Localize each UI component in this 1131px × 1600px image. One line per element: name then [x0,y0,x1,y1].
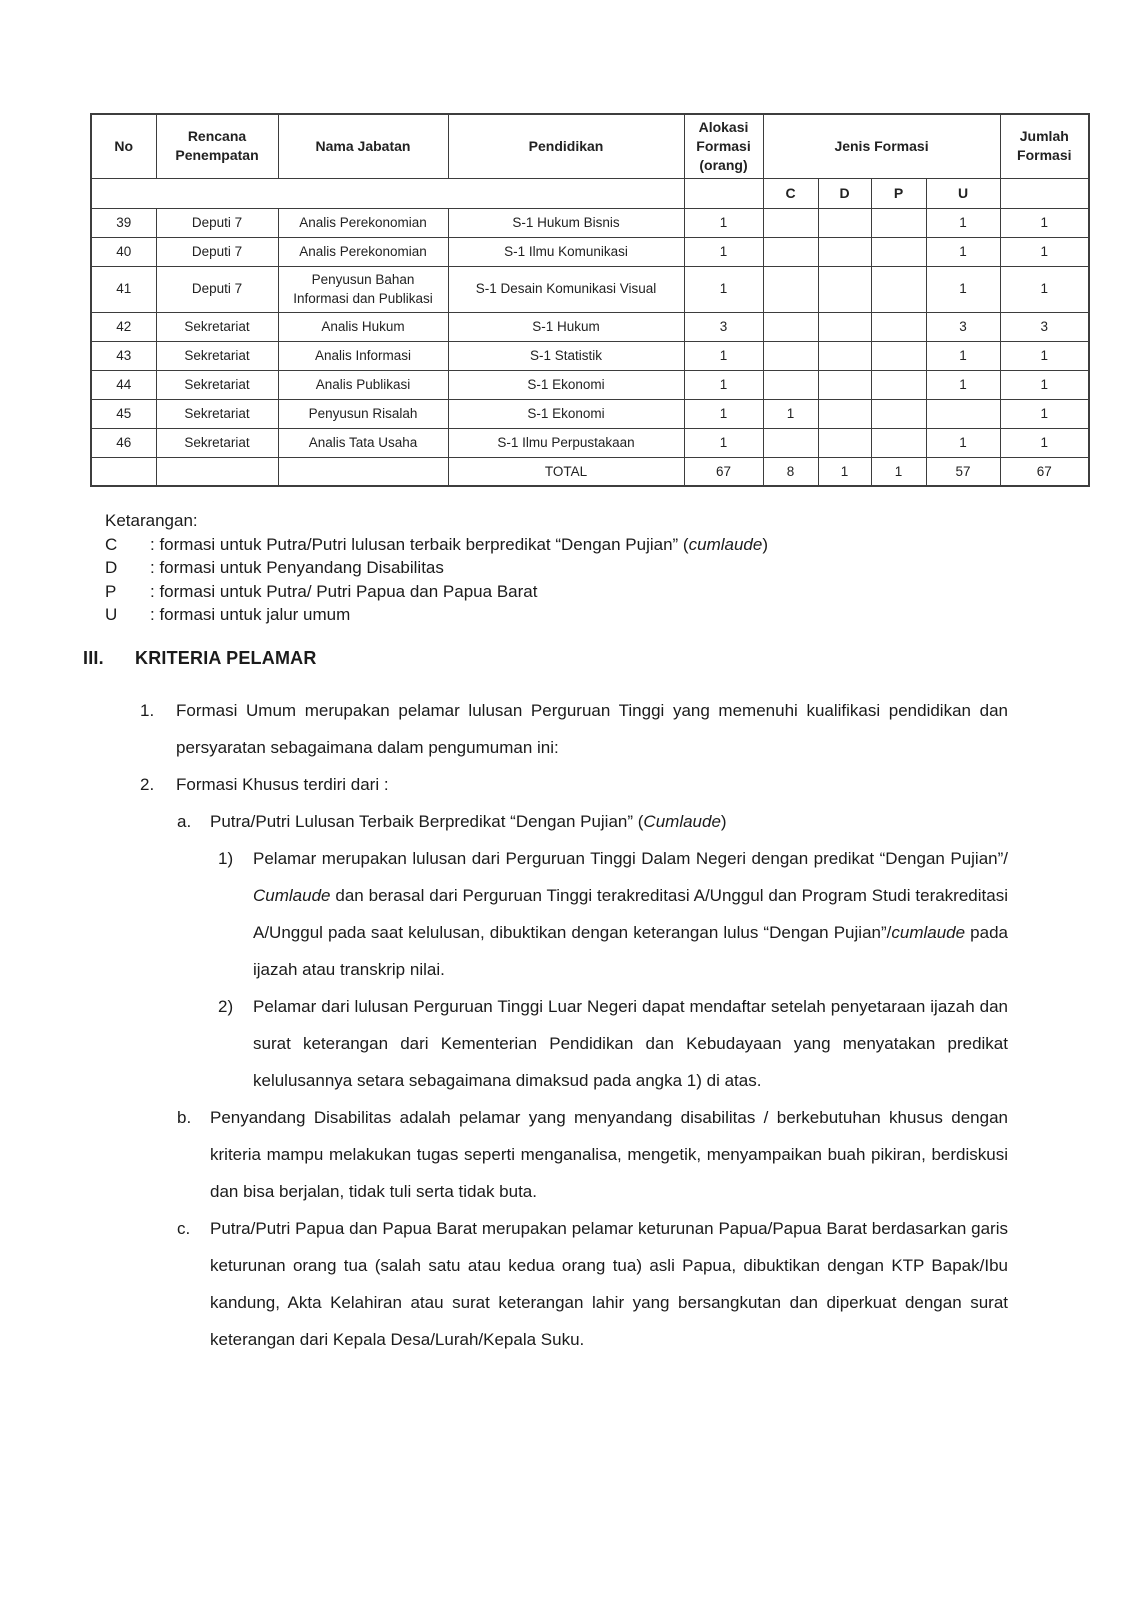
cell-p [871,341,926,370]
col-header-jumlah: Jumlah Formasi [1000,114,1089,178]
cell-total-jumlah: 67 [1000,457,1089,486]
cell-total-label: TOTAL [448,457,684,486]
cell-pendidikan: S-1 Hukum [448,312,684,341]
cell-jabatan: Analis Publikasi [278,370,448,399]
formation-table [90,113,1090,487]
cell-pendidikan: S-1 Hukum Bisnis [448,208,684,237]
note-key: P [105,581,117,601]
col-header-jabatan: Nama Jabatan [278,114,448,178]
cell-jabatan: Penyusun Risalah [278,399,448,428]
cell-penempatan: Sekretariat [156,312,278,341]
cell-penempatan: Deputi 7 [156,237,278,266]
list-item-2 [0,766,1131,803]
cell-no: 46 [91,428,156,457]
cell-total-c: 8 [763,457,818,486]
cell-empty [278,457,448,486]
cell-pendidikan: S-1 Ekonomi [448,370,684,399]
list-item-2b [0,1099,1131,1210]
cell-u: 1 [926,428,1000,457]
list-item-2c [0,1210,1131,1358]
section-heading [83,648,317,669]
table-row [91,266,1089,312]
cell-d [818,237,871,266]
criteria-list [0,692,1131,1358]
list-text: Pelamar merupakan lulusan dari Perguruan Tinggi Dalam Negeri dengan predikat “Dengan Pujian”/ Cumlaude dan berasal dari Perguruan Tinggi terakreditasi A/Unggul dan Program Studi terakreditasi A/Unggul pada saat kelulusan, dibuktikan dengan keterangan lulus “Dengan Pujian”/cumlaude pada ijazah atau transkrip nilai. [253,849,1008,979]
cell-p [871,370,926,399]
cell-jabatan: Penyusun Bahan Informasi dan Publikasi [278,266,448,312]
cell-d [818,208,871,237]
cell-c [763,237,818,266]
cell-u [926,399,1000,428]
cell-pendidikan: S-1 Ilmu Perpustakaan [448,428,684,457]
cell-penempatan: Sekretariat [156,428,278,457]
col-header-alokasi: Alokasi Formasi (orang) [684,114,763,178]
cell-u: 3 [926,312,1000,341]
cell-jumlah: 1 [1000,266,1089,312]
list-marker: 2. [140,775,155,794]
cell-jabatan: Analis Informasi [278,341,448,370]
cell-total-p: 1 [871,457,926,486]
list-marker: c. [177,1219,191,1238]
cell-alokasi: 1 [684,399,763,428]
table-row [91,399,1089,428]
cell-penempatan: Deputi 7 [156,208,278,237]
cell-alokasi: 1 [684,266,763,312]
note-item-p [105,580,1035,604]
list-marker: b. [177,1108,192,1127]
notes-legend [105,509,1035,627]
section-title: KRITERIA PELAMAR [135,648,317,668]
cell-penempatan: Sekretariat [156,370,278,399]
cell-jumlah: 3 [1000,312,1089,341]
cell-penempatan: Sekretariat [156,341,278,370]
cell-alokasi: 1 [684,428,763,457]
table-subheader-row [91,178,1089,208]
cell-u: 1 [926,341,1000,370]
cell-no: 45 [91,399,156,428]
formation-table-container [90,113,1090,487]
cell-jabatan: Analis Perekonomian [278,208,448,237]
col-header-penempatan: Rencana Penempatan [156,114,278,178]
list-marker: 1. [140,701,155,720]
cell-no: 44 [91,370,156,399]
cell-c [763,266,818,312]
note-key: D [105,558,118,577]
cell-total-alokasi: 67 [684,457,763,486]
section-number: III. [83,648,104,668]
table-total-row [91,457,1089,486]
cell-alokasi: 1 [684,341,763,370]
cell-alokasi: 1 [684,237,763,266]
cell-c: 1 [763,399,818,428]
cell-jumlah: 1 [1000,237,1089,266]
list-item-1 [0,692,1131,766]
cell-d [818,341,871,370]
cell-p [871,399,926,428]
cell-jumlah: 1 [1000,370,1089,399]
list-item-2a [0,803,1131,840]
note-text: : formasi untuk jalur umum [150,605,351,624]
cell-penempatan: Sekretariat [156,399,278,428]
cell-p [871,428,926,457]
note-item-u [105,603,1035,627]
cell-p [871,208,926,237]
list-text: Pelamar dari lulusan Perguruan Tinggi Luar Negeri dapat mendaftar setelah penyetaraan ijazah dan surat keterangan dari Kementerian Pendidikan dan Kebudayaan yang menyatakan predikat kelulusannya setara sebagaimana dimaksud pada angka 1) di atas. [253,997,1008,1090]
cell-pendidikan: S-1 Ekonomi [448,399,684,428]
cell-total-u: 57 [926,457,1000,486]
cell-u: 1 [926,208,1000,237]
cell-pendidikan: S-1 Desain Komunikasi Visual [448,266,684,312]
cell-alokasi: 1 [684,208,763,237]
cell-d [818,428,871,457]
col-header-no: No [91,114,156,178]
cell-no: 41 [91,266,156,312]
table-row [91,428,1089,457]
cell-u: 1 [926,370,1000,399]
cell-empty [156,457,278,486]
cell-jumlah: 1 [1000,428,1089,457]
cell-pendidikan: S-1 Statistik [448,341,684,370]
note-text: : formasi untuk Putra/ Putri Papua dan Papua Barat [150,581,538,601]
cell-jumlah: 1 [1000,208,1089,237]
list-text: Penyandang Disabilitas adalah pelamar yang menyandang disabilitas / berkebutuhan khusus dengan kriteria mampu melakukan tugas seperti menganalisa, mengetik, menyampaikan buah pikiran, berdiskusi dan bisa berjalan, tidak tuli serta tidak buta. [210,1108,1008,1201]
list-text: Formasi Khusus terdiri dari : [176,775,389,794]
cell-total-d: 1 [818,457,871,486]
subheader-empty-left [91,178,684,208]
cell-jabatan: Analis Tata Usaha [278,428,448,457]
cell-u: 1 [926,266,1000,312]
cell-no: 39 [91,208,156,237]
cell-no: 40 [91,237,156,266]
note-text: : formasi untuk Penyandang Disabilitas [150,558,444,577]
cell-c [763,341,818,370]
notes-title: Ketarangan: [105,511,198,530]
cell-u: 1 [926,237,1000,266]
cell-jumlah: 1 [1000,399,1089,428]
subheader-empty-alokasi [684,178,763,208]
note-key: U [105,605,118,624]
cell-c [763,370,818,399]
cell-penempatan: Deputi 7 [156,266,278,312]
list-item-2a2 [0,988,1131,1099]
cell-d [818,312,871,341]
list-text: Formasi Umum merupakan pelamar lulusan Perguruan Tinggi yang memenuhi kualifikasi pendidikan dan persyaratan sebagaimana dalam pengumuman ini: [176,701,1008,757]
table-row [91,208,1089,237]
cell-alokasi: 1 [684,370,763,399]
cell-c [763,208,818,237]
cell-jumlah: 1 [1000,341,1089,370]
list-text: Putra/Putri Lulusan Terbaik Berpredikat “Dengan Pujian” (Cumlaude) [210,812,727,831]
cell-no: 42 [91,312,156,341]
list-marker: a. [177,812,192,831]
list-text: Putra/Putri Papua dan Papua Barat merupakan pelamar keturunan Papua/Papua Barat berdasarkan garis keturunan orang tua (salah satu atau kedua orang tua) asli Papua, dibuktikan dengan KTP Bapak/Ibu kandung, Akta Kelahiran atau surat keterangan lahir yang bersangkutan dan diperkuat dengan surat keterangan dari Kepala Desa/Lurah/Kepala Suku. [210,1219,1008,1349]
cell-d [818,399,871,428]
subcol-header-d: D [818,178,871,208]
list-marker: 2) [218,997,234,1016]
col-header-pendidikan: Pendidikan [448,114,684,178]
cell-d [818,266,871,312]
subcol-header-p: P [871,178,926,208]
cell-no: 43 [91,341,156,370]
table-row [91,312,1089,341]
cell-pendidikan: S-1 Ilmu Komunikasi [448,237,684,266]
subcol-header-u: U [926,178,1000,208]
cell-p [871,312,926,341]
cell-p [871,237,926,266]
cell-empty [91,457,156,486]
cell-d [818,370,871,399]
subcol-header-c: C [763,178,818,208]
subheader-empty-jumlah [1000,178,1089,208]
note-item-c [105,533,1035,557]
table-row [91,237,1089,266]
note-item-d [105,556,1035,580]
note-key: C [105,534,118,554]
cell-alokasi: 3 [684,312,763,341]
cell-jabatan: Analis Perekonomian [278,237,448,266]
cell-c [763,428,818,457]
note-text: : formasi untuk Putra/Putri lulusan terbaik berpredikat “Dengan Pujian” (cumlaude) [150,534,768,554]
cell-c [763,312,818,341]
table-header-row [91,114,1089,178]
list-item-2a1 [0,840,1131,988]
cell-p [871,266,926,312]
table-row [91,370,1089,399]
cell-jabatan: Analis Hukum [278,312,448,341]
table-row [91,341,1089,370]
col-header-jenis-formasi: Jenis Formasi [763,114,1000,178]
list-marker: 1) [218,849,234,868]
